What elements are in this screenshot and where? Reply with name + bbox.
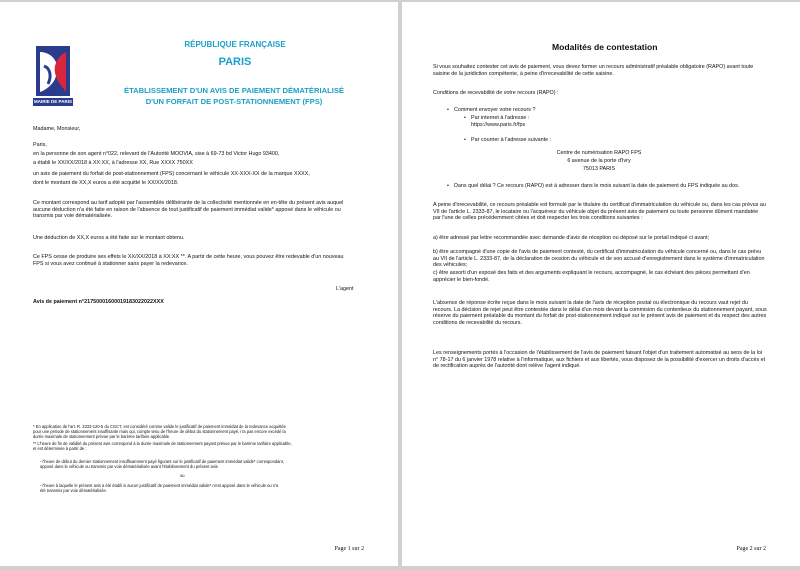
deduction-line: Une déduction de XX,X euros a été faite sur le montant obtenu. (33, 235, 185, 241)
page-number: Page 1 sur 2 (334, 546, 364, 552)
page-2-heading: Modalités de contestation (552, 42, 658, 52)
footnote-line: * En application de l'art. R. 2333-120-5 du CGCT, est considéré comme valide le justificatif de paiement immédiat de la redevance acquittée (33, 424, 286, 429)
title-line-2: D'UN FORFAIT DE POST-STATIONNEMENT (FPS) (145, 97, 323, 106)
internet-url[interactable]: https://www.paris.fr/fps (471, 122, 526, 128)
footnote-line: - l'heure à laquelle le présent avis a été établi si aucun justificatif de paiement immédiat valide* n'est apposé dans le véhicule ou n'a (40, 483, 279, 488)
republique-francaise: RÉPUBLIQUE FRANÇAISE (184, 40, 286, 49)
internet-label: • Par internet à l'adresse : (471, 115, 529, 121)
footnote-line: durée maximale de stationnement prévue par le barème tarifaire applicable. (33, 434, 171, 439)
mairie-de-paris-logo (36, 46, 70, 96)
address-line: 6 avenue de la porte d'Ivry (567, 158, 631, 164)
body-line: en la personne de son agent n°022, relevant de l'Autorité MOOVIA, sise à 69-73 bd Victor Hugo 93400, (33, 151, 280, 157)
mail-label: • Par courrier à l'adresse suivante : (471, 137, 551, 143)
avis-number: Avis de paiement n°21750001600019183022022XXX (33, 299, 164, 305)
salutation: Madame, Monsieur, (33, 126, 81, 132)
intro-paragraph: Si vous souhaitez contester cet avis de paiement, vous devez former un recours administratif préalable obligatoire (RAPO) avant toute saisine de la juridiction compétente, à peine d'irrecevabilité de cette saisine. (433, 64, 754, 77)
body-line: Paris, (33, 142, 47, 148)
condition-a: a) être adressé par lettre recommandée avec demande d'avis de réception ou déposé sur le portail indiqué ci avant; (433, 235, 710, 241)
page-1 (0, 2, 398, 566)
agent-signature: L'agent (336, 286, 354, 292)
absence-paragraph: L'absence de réponse écrite reçue dans le mois suivant la date de l'avis de réception postal ou électronique du recours vaut rejet du recours. La décision de rejet peut être contestée dans le délai d'un mois devant la commision du contentieux du stationnement payant, sous réserve du paiement préalable du montant du forfait de post-stationnement indiqué sur le présent avis de paiement et du respect des autres conditions de recevabilité du recours. (433, 300, 767, 326)
condition-c: c) être assorti d'un exposé des faits et des arguments expliquant le recours, accompagné, le cas échéant des pièces permettant d'en apprécier le bien-fondé. (433, 270, 750, 283)
body-line: dont le montant de XX,X euros a été acquitté le XX/XX/2018. (33, 180, 179, 186)
footnote-line: - l'heure de début du dernier stationnement insuffisamment payé figurant sur le justificatif de paiement immédiat valide* correspondant, (40, 459, 284, 464)
footnote-line: et est déterminée à partir de : (33, 446, 87, 451)
delay-item: • Dans quel délai ? Ce recours (RAPO) est à adresser dans le mois suivant la date de paiement du FPS indiquée au dos. (454, 183, 762, 190)
title-line-1: ÉTABLISSEMENT D'UN AVIS DE PAIEMENT DÉMATÉRIALISÉ (124, 86, 344, 95)
penalty-paragraph: A peine d'irrecevabilité, ce recours préalable est formulé par le titulaire du certificat d'immatriculation du véhicule ou, dans les cas prévus au VII de l'article L. 2333-87, le locataire ou l'acquéreur du véhicule objet du présent avis de paiement ou toute personne dûment mandatée par l'une de celles précédemment citées et doit respecter les trois conditions suivantes : (433, 202, 766, 221)
city-title: PARIS (218, 56, 252, 68)
info-paragraph: Les renseignements portés à l'occasion de l'établissement de l'avis de paiement faisant l'objet d'un traitement automatisé au sens de la loi n° 78-17 du 6 janvier 1978 relative à l'informatique, aux fichiers et aux libertés, vous disposez de la possibilité d'exercer un droits d'accès et de rectification auprès de l'autorité dont relève l'agent indiqué. (433, 350, 766, 369)
logo-label: MAIRIE DE PARIS (34, 99, 72, 104)
footnote-line: ou (180, 473, 185, 478)
address-line: 75013 PARIS (582, 166, 616, 172)
cease-paragraph: Ce FPS cesse de produire ses effets le XX/XX/2018 à XX:XX **. A partir de cette heure, vous pouvez être redevable d'un nouveau FPS si vous avez continué à stationner sans payer la redevance. (33, 254, 344, 267)
footnote-line: pour une période de stationnement insuffisante mais qui, compte tenu de l'heure de début du stationnement payé, n'a pas encore excédé la (33, 429, 286, 434)
body-line: a établi le XX/XX/2018 à XX:XX, à l'adresse XX, Rue XXXX 750XX (33, 160, 193, 166)
footnote-line: apposé dans le véhicule ou transmis par voie dématérialisée avant l'établissement du présent avis (40, 464, 218, 469)
address-line: Centre de numérisation RAPO FPS (556, 150, 642, 156)
tariff-paragraph: Ce montant correspond au tarif adopté par l'assemblée délibérante de la collectivité mentionnée en en-tête du présent avis auquel aucune déduction n'a été faite en raison de l'absence de tout justificatif de paiement immédiat valide* apposé dans le véhicule ou transmis par voie dématérialisée. (33, 200, 344, 219)
page-number: Page 2 sur 2 (736, 546, 766, 552)
footnote-line: ** L'heure de fin de validité du présent avis correspond à la durée maximale de stationnement payant prévue par le barème tarifaire applicable, (33, 441, 292, 446)
body-line: un avis de paiement du forfait de post-stationnement (FPS) concernant le véhicule XX-XXX-XX de la marque XXXX, (33, 171, 310, 177)
how-question: • Comment envoyer votre recours ? (454, 107, 536, 113)
page-2 (402, 2, 800, 566)
condition-b: b) être accompagné d'une copie de l'avis de paiement contesté, du certificat d'immatriculation du véhicule concerné ou, dans le cas prévu au VII de l'article L. 2333-87, de la déclaration de cession du véhicule et de son accusé d'enregistrement dans le système d'immatriculation des véhicules; (433, 249, 765, 268)
conditions-label: Conditions de recevabilité de votre recours (RAPO) : (433, 90, 559, 96)
footnote-line: été transmis par voie dématérialisée. (40, 488, 107, 493)
